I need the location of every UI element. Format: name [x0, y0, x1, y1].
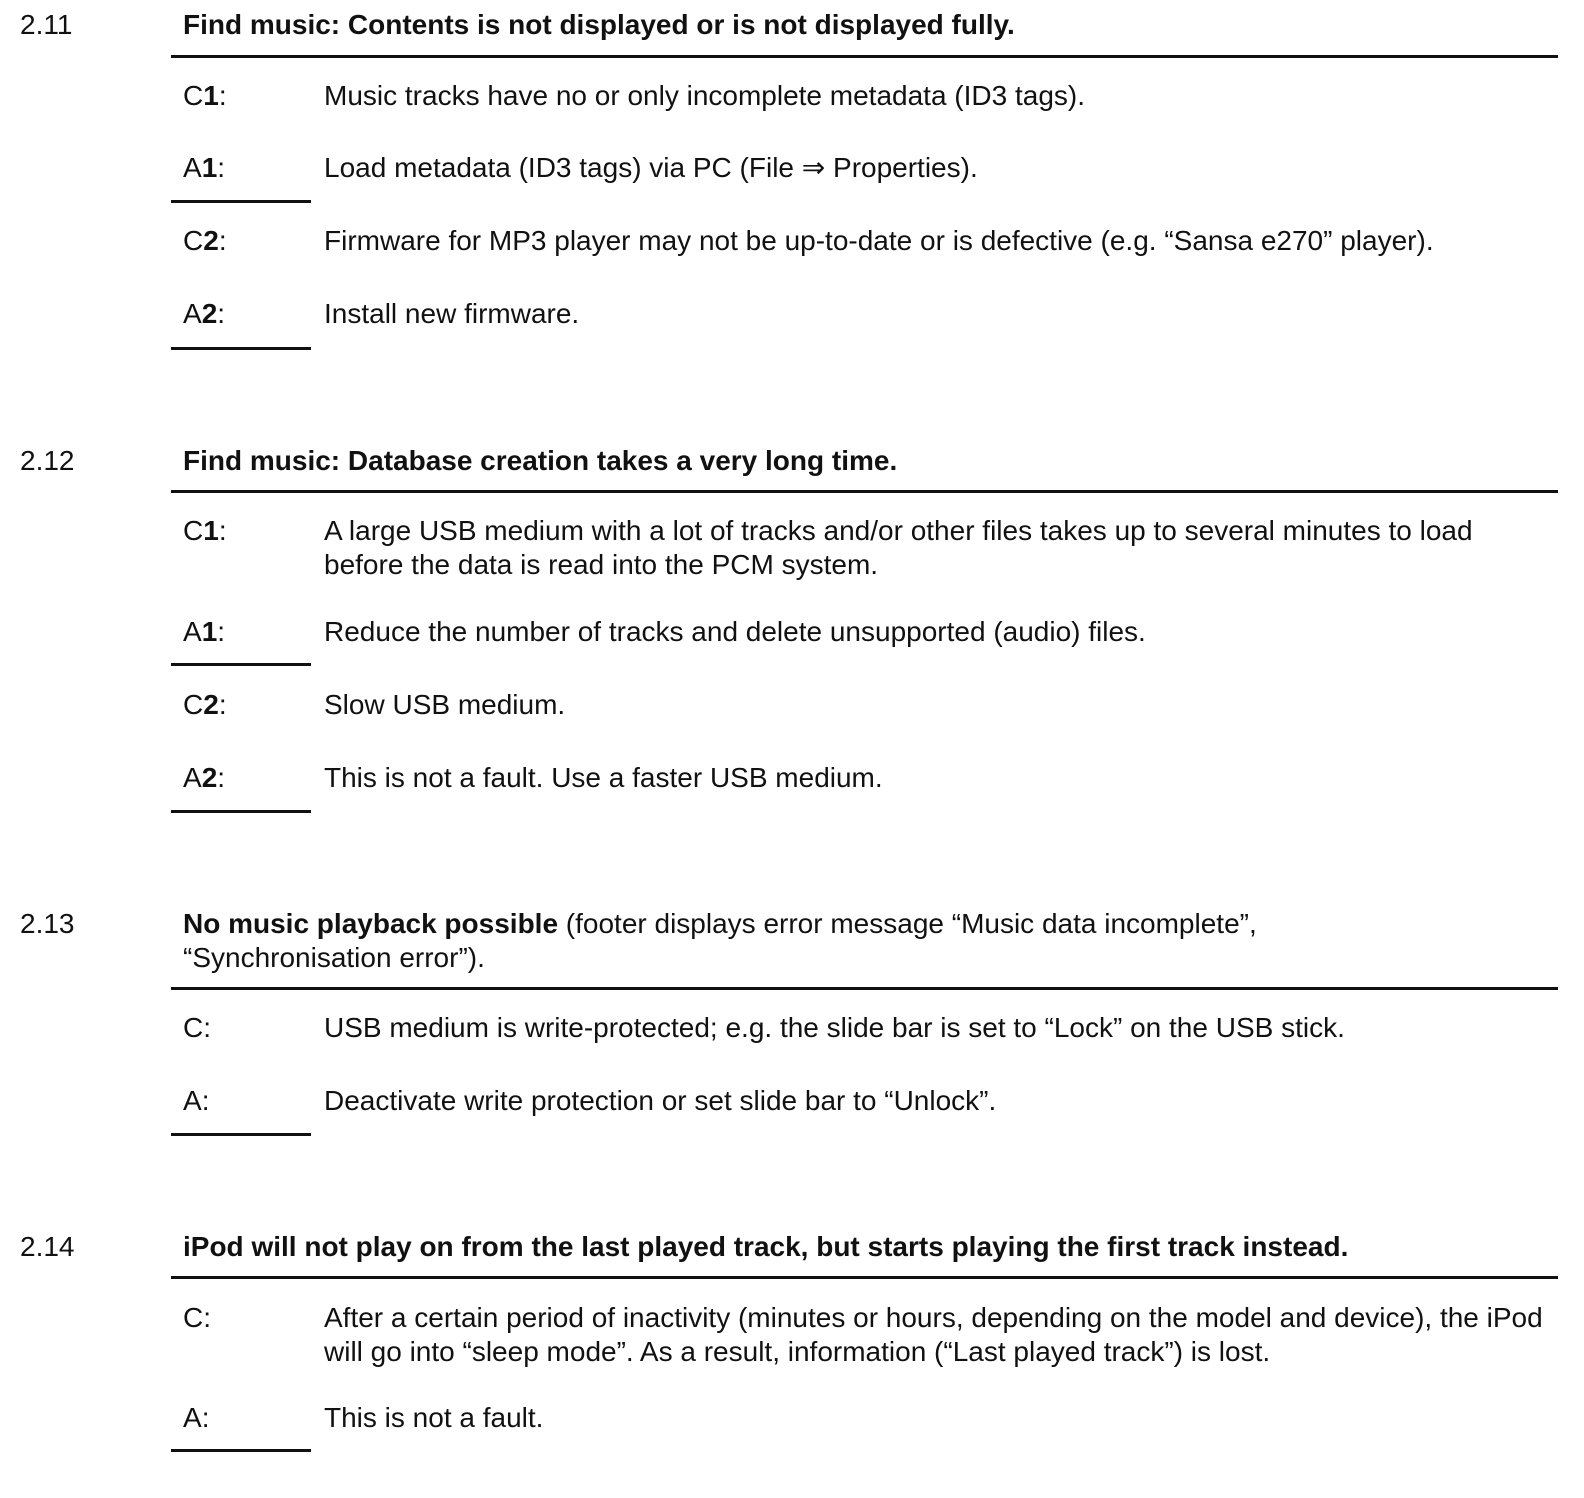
section-number: 2.12 — [20, 445, 75, 476]
section-number: 2.14 — [20, 1231, 75, 1262]
item-label: C1: — [183, 515, 227, 546]
item-label: C1: — [183, 80, 227, 111]
section-title-bold: iPod will not play on from the last played track, but starts playing the first track instead. — [183, 1231, 1349, 1262]
item-label: A1: — [183, 152, 226, 183]
item-text: Firmware for MP3 player may not be up-to-date or is defective (e.g. “Sansa e270” player). — [324, 225, 1434, 256]
item-text: This is not a fault. — [324, 1402, 544, 1433]
item-label: C2: — [183, 225, 227, 256]
item-text: Slow USB medium. — [324, 689, 566, 720]
section-title-rest: (footer displays error message “Music data incomplete”, “Synchronisation error”). — [183, 908, 1257, 973]
item-text: Music tracks have no or only incomplete metadata (ID3 tags). — [324, 80, 1086, 111]
item-label: A: — [183, 1085, 210, 1116]
item-separator — [171, 663, 311, 666]
section-title-bold: Find music: Contents is not displayed or is not displayed fully. — [183, 9, 1015, 40]
section-rule — [171, 55, 1558, 58]
item-label: A2: — [183, 298, 226, 329]
section-title-bold: No music playback possible — [183, 908, 559, 939]
item-text: USB medium is write-protected; e.g. the slide bar is set to “Lock” on the USB stick. — [324, 1012, 1345, 1043]
item-text: Install new firmware. — [324, 298, 580, 329]
item-separator — [171, 347, 311, 350]
item-text: This is not a fault. Use a faster USB medium. — [324, 762, 883, 793]
item-text: Deactivate write protection or set slide bar to “Unlock”. — [324, 1085, 997, 1116]
item-text: Reduce the number of tracks and delete unsupported (audio) files. — [324, 616, 1146, 647]
item-label: A2: — [183, 762, 226, 793]
item-label: A1: — [183, 616, 226, 647]
section-title-bold: Find music: Database creation takes a very long time. — [183, 445, 898, 476]
section-title — [183, 907, 1363, 975]
item-label: C: — [183, 1302, 212, 1333]
item-text: After a certain period of inactivity (minutes or hours, depending on the model and device), the iPod will go into “sleep mode”. As a result, information (“Last played track”) is lost. — [324, 1302, 1543, 1367]
section-rule — [171, 987, 1558, 990]
item-separator — [171, 200, 311, 203]
section-rule — [171, 490, 1558, 493]
item-text: Load metadata (ID3 tags) via PC (File ⇒ Properties). — [324, 152, 978, 183]
item-separator — [171, 1133, 311, 1136]
item-label: A: — [183, 1402, 210, 1433]
item-separator — [171, 1449, 311, 1452]
section-title — [183, 1230, 1533, 1264]
section-rule — [171, 1276, 1558, 1279]
section-title — [183, 8, 1533, 42]
arrow-icon: ⇒ — [801, 152, 826, 183]
item-text: A large USB medium with a lot of tracks and/or other files takes up to several minutes to load before the data is read into the PCM system. — [324, 515, 1473, 580]
section-number: 2.11 — [20, 9, 73, 40]
item-label: C2: — [183, 689, 227, 720]
section-title — [183, 444, 1533, 478]
section-number: 2.13 — [20, 908, 75, 939]
item-label: C: — [183, 1012, 212, 1043]
item-separator — [171, 810, 311, 813]
